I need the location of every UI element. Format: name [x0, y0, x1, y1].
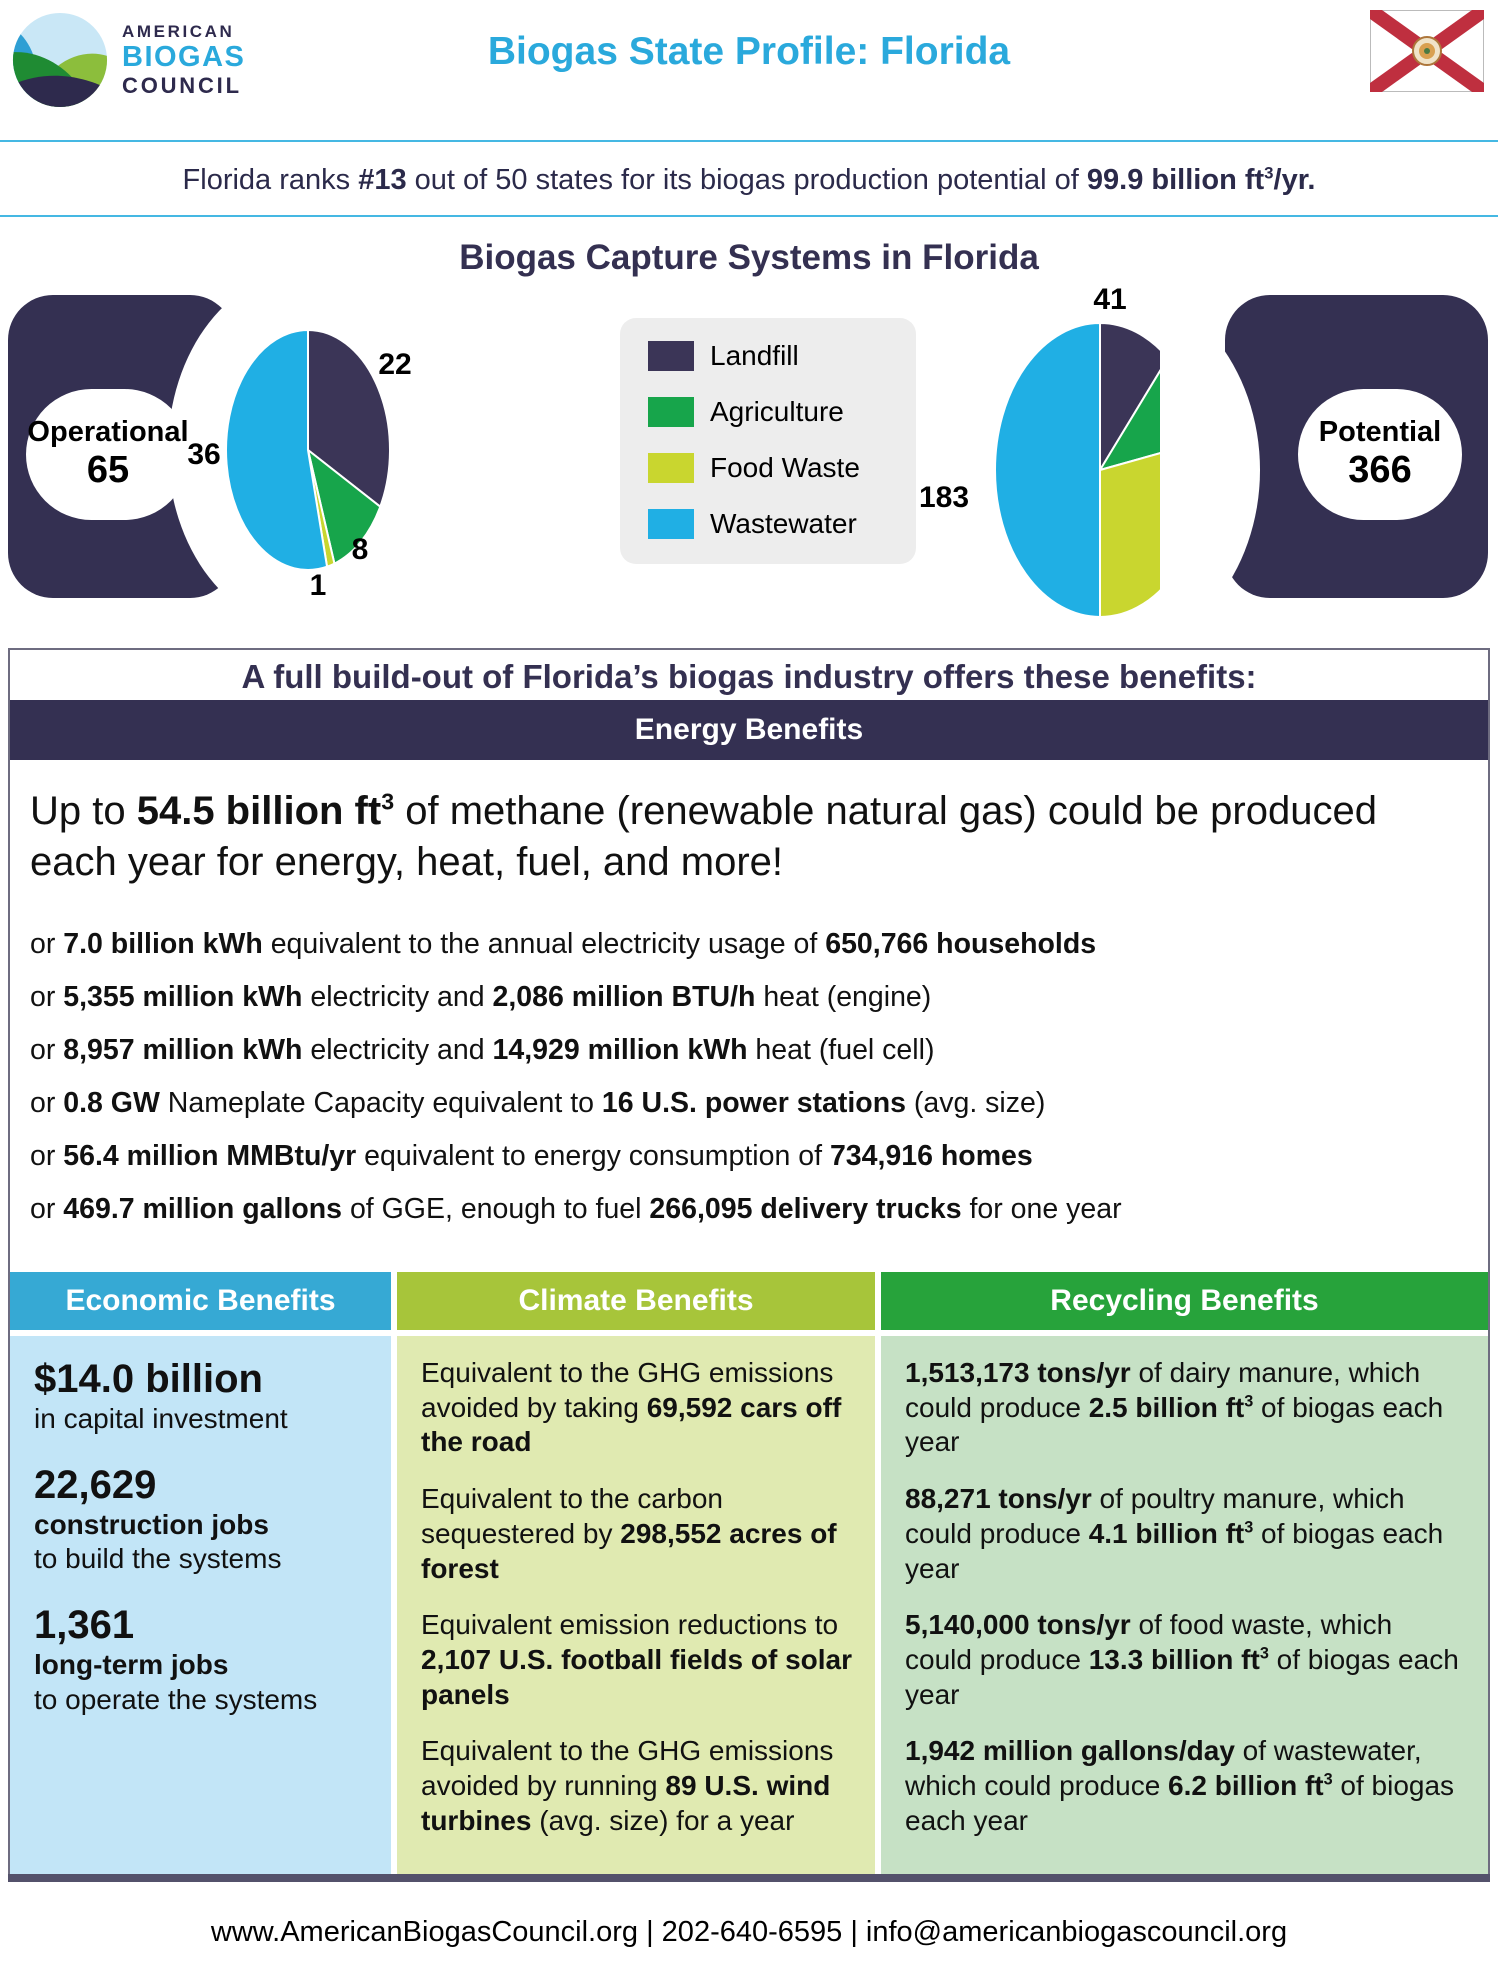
climate-item: Equivalent to the GHG emissions avoided by taking 69,592 cars off the road: [421, 1357, 842, 1458]
operational-count-pill: [26, 389, 190, 520]
operational-label: Operational: [27, 415, 189, 448]
economic-value: 1,361: [34, 1603, 135, 1648]
logo-line-biogas: BIOGAS: [122, 41, 246, 73]
legend-label: Food Waste: [710, 452, 860, 483]
legend-item-foodwaste: [648, 440, 916, 496]
benefits-heading: A full build-out of Florida’s biogas industry offers these benefits:: [241, 658, 1257, 695]
potential-wastewater-value: 183: [918, 481, 970, 514]
florida-flag-icon: [1370, 10, 1484, 92]
legend-item-wastewater: [648, 496, 916, 552]
economic-bold-label: long-term jobs: [34, 1649, 229, 1681]
climate-item: Equivalent to the carbon sequestered by 298,552 acres of forest: [421, 1483, 837, 1584]
table-bottom-border: [8, 1874, 1490, 1882]
footer-contact-line: www.AmericanBiogasCouncil.org | 202-640-6595 | info@americanbiogascouncil.org: [210, 1916, 1288, 1948]
page-title: Biogas State Profile: Florida: [487, 30, 1011, 73]
recycling-item: 88,271 tons/yr of poultry manure, which could produce 4.1 billion $ft^3$ of biogas each year: [905, 1483, 1444, 1584]
logo-line-american: AMERICAN: [122, 22, 235, 41]
energy-equivalents-list: [30, 928, 1460, 1246]
potential-count-pill: [1298, 389, 1462, 520]
energy-equivalent-line: or 8,957 million kWh electricity and 14,929 million kWh heat (fuel cell): [30, 1034, 935, 1066]
chart-section-title: Biogas Capture Systems in Florida: [459, 238, 1039, 277]
economic-item-capital: [34, 1356, 369, 1436]
recycling-benefits-header: [881, 1272, 1488, 1330]
climate-benefits-header-text: Climate Benefits: [518, 1284, 754, 1317]
operational-agriculture-value: 8: [351, 533, 369, 566]
climate-item: Equivalent to the GHG emissions avoided by running 89 U.S. wind turbines (avg. size) for a year: [421, 1735, 834, 1836]
operational-wastewater-value: 36: [187, 438, 221, 471]
economic-benefits-header-text: Economic Benefits: [65, 1284, 336, 1317]
economic-sublabel: to operate the systems: [34, 1683, 318, 1715]
state-rank-statement: Florida ranks #13 out of 50 states for its biogas production potential of 99.9 billion $ft^3/yr$.: [182, 163, 1316, 196]
energy-equivalent-line: or 7.0 billion kWh equivalent to the annual electricity usage of 650,766 households: [30, 928, 1097, 960]
climate-benefits-body: [397, 1336, 875, 1878]
recycling-item: 1,942 million gallons/day of wastewater, which could produce 6.2 billion $ft^3$ of biogas each year: [905, 1735, 1455, 1836]
economic-item-construction-jobs: [34, 1462, 369, 1576]
economic-benefits-header: [10, 1272, 391, 1330]
energy-benefits-header-bar: [10, 700, 1488, 760]
legend-item-agriculture: [648, 384, 916, 440]
economic-value: 22,629: [34, 1463, 157, 1508]
divider-rule-bottom: [0, 215, 1498, 217]
logo-line-council: COUNCIL: [122, 73, 242, 98]
operational-value: 65: [86, 449, 130, 492]
legend-label: Wastewater: [710, 508, 857, 539]
economic-bold-label: construction jobs: [34, 1509, 269, 1541]
foodwaste-swatch-icon: [648, 453, 694, 483]
landfill-swatch-icon: [648, 341, 694, 371]
climate-item: Equivalent emission reductions to 2,107 U.S. football fields of solar panels: [421, 1609, 852, 1710]
wastewater-swatch-icon: [648, 509, 694, 539]
energy-equivalent-line: or 0.8 GW Nameplate Capacity equivalent to 16 U.S. power stations (avg. size): [30, 1087, 1046, 1119]
recycling-item: 5,140,000 tons/yr of food waste, which could produce 13.3 billion $ft^3$ of biogas each year: [905, 1609, 1459, 1710]
economic-benefits-body: [10, 1336, 391, 1878]
recycling-benefits-body: [881, 1336, 1488, 1878]
energy-equivalent-line: or 5,355 million kWh electricity and 2,086 million BTU/h heat (engine): [30, 981, 932, 1013]
energy-benefits-header: Energy Benefits: [634, 713, 864, 746]
agriculture-swatch-icon: [648, 397, 694, 427]
energy-lead-statement: Up to 54.5 billion $ft^3$ of methane (renewable natural gas) could be produced each year for energy, heat, fuel, and more!: [30, 788, 1377, 885]
economic-sublabel: in capital investment: [34, 1403, 288, 1434]
economic-value: $14.0 billion: [34, 1357, 263, 1401]
potential-value: 366: [1348, 449, 1412, 492]
climate-benefits-header: [397, 1272, 875, 1330]
operational-foodwaste-value: 1: [309, 569, 327, 602]
legend-label: Agriculture: [710, 396, 844, 427]
energy-equivalent-line: or 56.4 million MMBtu/yr equivalent to energy consumption of 734,916 homes: [30, 1140, 1033, 1172]
legend-item-landfill: [648, 328, 916, 384]
operational-landfill-value: 22: [378, 348, 412, 381]
economic-sublabel: to build the systems: [34, 1543, 282, 1575]
recycling-benefits-header-text: Recycling Benefits: [1050, 1284, 1319, 1317]
divider-rule-top: [0, 140, 1498, 142]
potential-landfill-value: 41: [1093, 283, 1127, 316]
recycling-item: 1,513,173 tons/yr of dairy manure, which could produce 2.5 billion $ft^3$ of biogas each year: [905, 1357, 1444, 1458]
legend-label: Landfill: [710, 340, 799, 371]
energy-equivalent-line: or 469.7 million gallons of GGE, enough to fuel 266,095 delivery trucks for one year: [30, 1193, 1122, 1225]
economic-item-longterm-jobs: [34, 1602, 369, 1716]
pie-slice-wastewater: [995, 323, 1100, 617]
potential-label: Potential: [1318, 415, 1442, 448]
pie-legend: [620, 318, 916, 564]
